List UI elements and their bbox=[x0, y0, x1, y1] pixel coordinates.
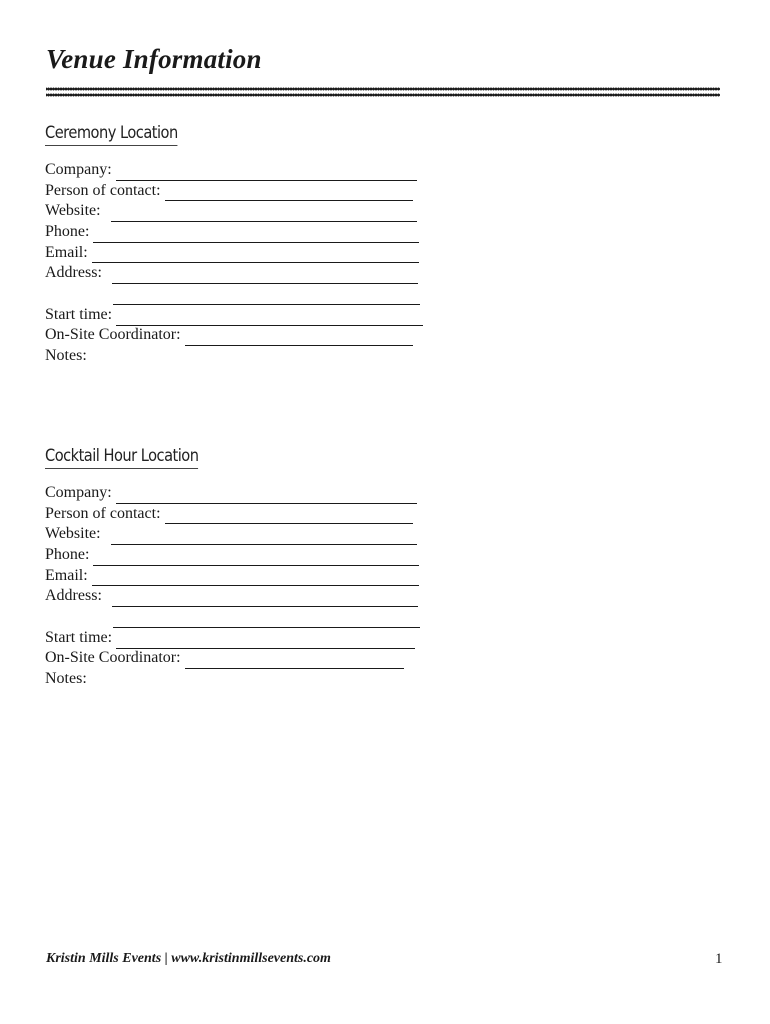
start-time-label: Start time: bbox=[45, 305, 113, 323]
address-label: Address: bbox=[45, 587, 102, 605]
email-field[interactable] bbox=[92, 570, 419, 586]
company-field[interactable] bbox=[116, 165, 417, 181]
cocktail-section bbox=[45, 446, 465, 690]
coordinator-label: On-Site Coordinator: bbox=[45, 649, 181, 667]
email-field[interactable] bbox=[92, 247, 419, 263]
website-label: Website: bbox=[45, 202, 101, 220]
company-label: Company: bbox=[45, 483, 112, 501]
company-field[interactable] bbox=[116, 488, 417, 504]
start-time-label: Start time: bbox=[45, 628, 113, 646]
phone-field[interactable] bbox=[93, 227, 419, 243]
notes-label: Notes: bbox=[45, 670, 87, 688]
cocktail-company-row bbox=[45, 483, 465, 504]
website-label: Website: bbox=[45, 525, 101, 543]
ceremony-coordinator-row bbox=[45, 326, 465, 347]
cocktail-coordinator-row bbox=[45, 649, 465, 670]
start-time-field[interactable] bbox=[116, 633, 415, 649]
ceremony-email-row bbox=[45, 243, 465, 264]
cocktail-website-row bbox=[45, 524, 465, 545]
contact-label: Person of contact: bbox=[45, 504, 161, 522]
page-title: Venue Information bbox=[46, 44, 262, 74]
coordinator-field[interactable] bbox=[185, 330, 413, 346]
ceremony-address-row bbox=[45, 263, 465, 284]
ceremony-company-row bbox=[45, 160, 465, 181]
notes-label: Notes: bbox=[45, 347, 87, 365]
website-field[interactable] bbox=[111, 206, 417, 222]
email-label: Email: bbox=[45, 566, 88, 584]
ceremony-contact-row bbox=[45, 181, 465, 202]
ceremony-website-row bbox=[45, 201, 465, 222]
cocktail-phone-row bbox=[45, 545, 465, 566]
start-time-field[interactable] bbox=[116, 310, 423, 326]
phone-label: Phone: bbox=[45, 546, 90, 564]
coordinator-label: On-Site Coordinator: bbox=[45, 326, 181, 344]
contact-label: Person of contact: bbox=[45, 181, 161, 199]
ceremony-notes-row bbox=[45, 346, 465, 367]
cocktail-contact-row bbox=[45, 504, 465, 525]
address-field[interactable] bbox=[112, 268, 418, 284]
phone-label: Phone: bbox=[45, 223, 90, 241]
email-label: Email: bbox=[45, 243, 88, 261]
address-field-line-2[interactable] bbox=[113, 289, 420, 305]
ceremony-address-row-2 bbox=[45, 284, 465, 305]
contact-field[interactable] bbox=[165, 185, 413, 201]
address-label: Address: bbox=[45, 264, 102, 282]
coordinator-field[interactable] bbox=[185, 653, 404, 669]
ceremony-phone-row bbox=[45, 222, 465, 243]
page-number: 1 bbox=[715, 951, 723, 967]
footer-brand: Kristin Mills Events | www.kristinmillsevents.com bbox=[46, 951, 331, 966]
address-field[interactable] bbox=[112, 591, 418, 607]
ceremony-section bbox=[45, 123, 465, 367]
phone-field[interactable] bbox=[93, 550, 419, 566]
ceremony-heading: Ceremony Location bbox=[45, 123, 178, 146]
contact-field[interactable] bbox=[165, 508, 413, 524]
company-label: Company: bbox=[45, 160, 112, 178]
dotted-divider bbox=[46, 86, 720, 98]
address-field-line-2[interactable] bbox=[113, 612, 420, 628]
website-field[interactable] bbox=[111, 529, 417, 545]
cocktail-address-row bbox=[45, 586, 465, 607]
cocktail-notes-row bbox=[45, 669, 465, 690]
cocktail-email-row bbox=[45, 566, 465, 587]
cocktail-heading: Cocktail Hour Location bbox=[45, 446, 198, 469]
cocktail-start-time-row bbox=[45, 628, 465, 649]
cocktail-address-row-2 bbox=[45, 607, 465, 628]
ceremony-start-time-row bbox=[45, 305, 465, 326]
